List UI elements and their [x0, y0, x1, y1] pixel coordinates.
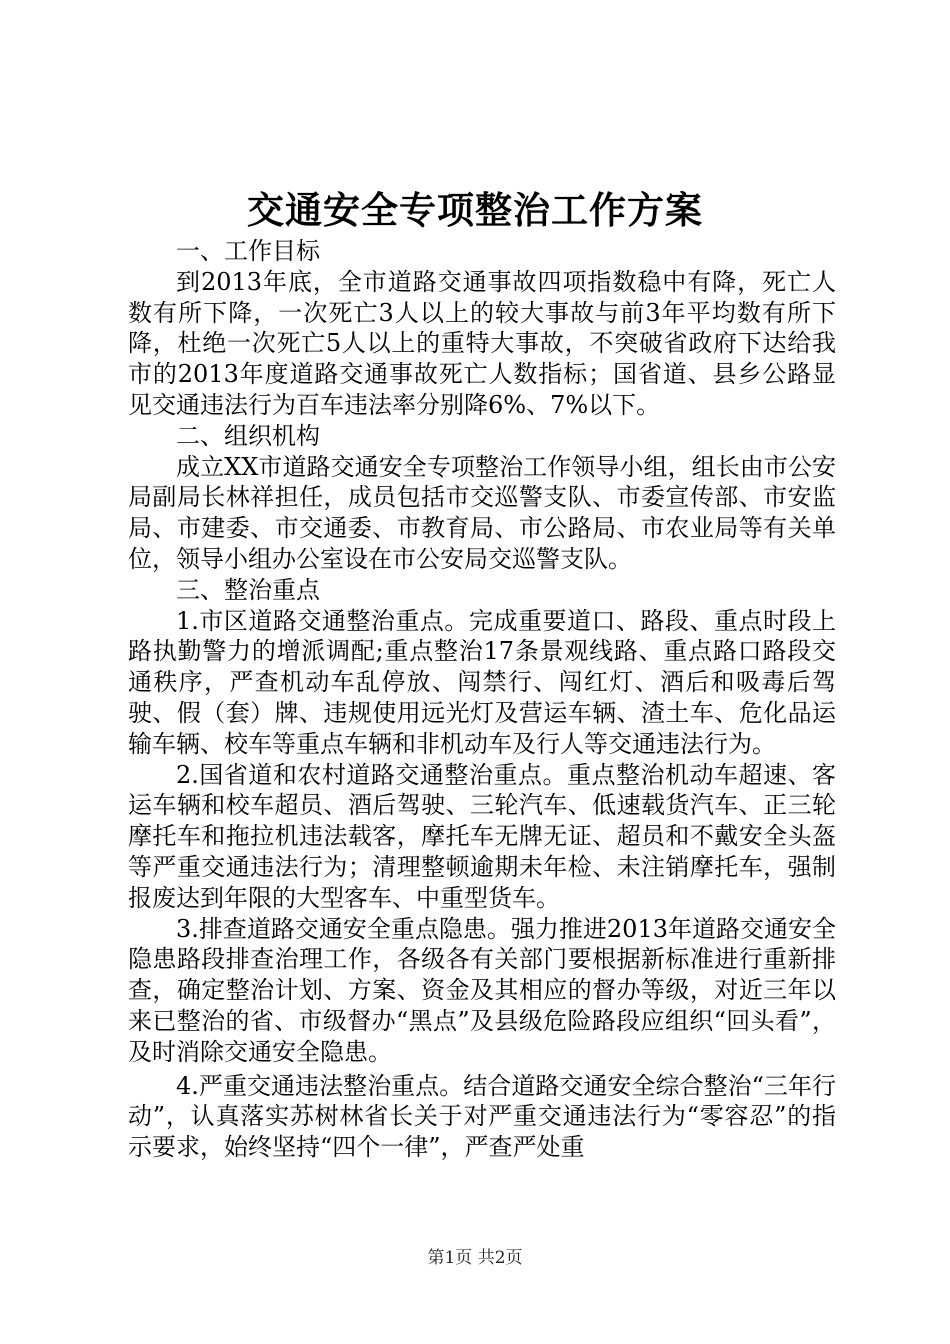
document-body: [128, 236, 836, 1163]
document-title: 交通安全专项整治工作方案: [247, 188, 703, 232]
section-heading-organization: 二、组织机构: [176, 421, 320, 450]
section-heading-goals: 一、工作目标: [176, 237, 320, 265]
paragraph-priority-3: 3.排查道路交通安全重点隐患。强力推进2013年道路交通安全隐患路段排查治理工作，各级各有关部门要根据新标准进行重新排查，确定整治计划、方案、资金及其相应的督办等级，对近三年以来已整治的省、市级督办“黑点”及县级危险路段应组织“回头看”，及时消除交通安全隐患。: [128, 914, 836, 1066]
page-number-footer: 第1页 共2页: [427, 1248, 523, 1268]
paragraph-organization: 成立XX市道路交通安全专项整治工作领导小组，组长由市公安局副局长林祥担任，成员包括市交巡警支队、市委宣传部、市安监局、市建委、市交通委、市教育局、市公路局、市农业局等有关单位，领导小组办公室设在市公安局交巡警支队。: [128, 452, 836, 573]
section-heading-priorities: 三、整治重点: [176, 575, 320, 604]
paragraph-goals: 到2013年底，全市道路交通事故四项指数稳中有降，死亡人数有所下降，一次死亡3人以上的较大事故与前3年平均数有所下降，杜绝一次死亡5人以上的重特大事故，不突破省政府下达给我市的2013年度道路交通事故死亡人数指标；国省道、县乡公路显见交通违法行为百车违法率分别降6%、7%以下。: [128, 267, 836, 419]
paragraph-priority-2: 2.国省道和农村道路交通整治重点。重点整治机动车超速、客运车辆和校车超员、酒后驾驶、三轮汽车、低速载货汽车、正三轮摩托车和拖拉机违法载客，摩托车无牌无证、超员和不戴安全头盔等严重交通违法行为；清理整顿逾期未年检、未注销摩托车，强制报废达到年限的大型客车、中重型货车。: [128, 760, 836, 912]
paragraph-priority-4: 4.严重交通违法整治重点。结合道路交通安全综合整治“三年行动”，认真落实苏树林省长关于对严重交通违法行为“零容忍”的指示要求，始终坚持“四个一律”，严查严处重: [128, 1071, 836, 1162]
paragraph-priority-1: 1.市区道路交通整治重点。完成重要道口、路段、重点时段上路执勤警力的增派调配;重点整治17条景观线路、重点路口路段交通秩序，严查机动车乱停放、闯禁行、闯红灯、酒后和吸毒后驾驶、假（套）牌、违规使用远光灯及营运车辆、渣土车、危化品运输车辆、校车等重点车辆和非机动车及行人等交通违法行为。: [128, 606, 836, 758]
